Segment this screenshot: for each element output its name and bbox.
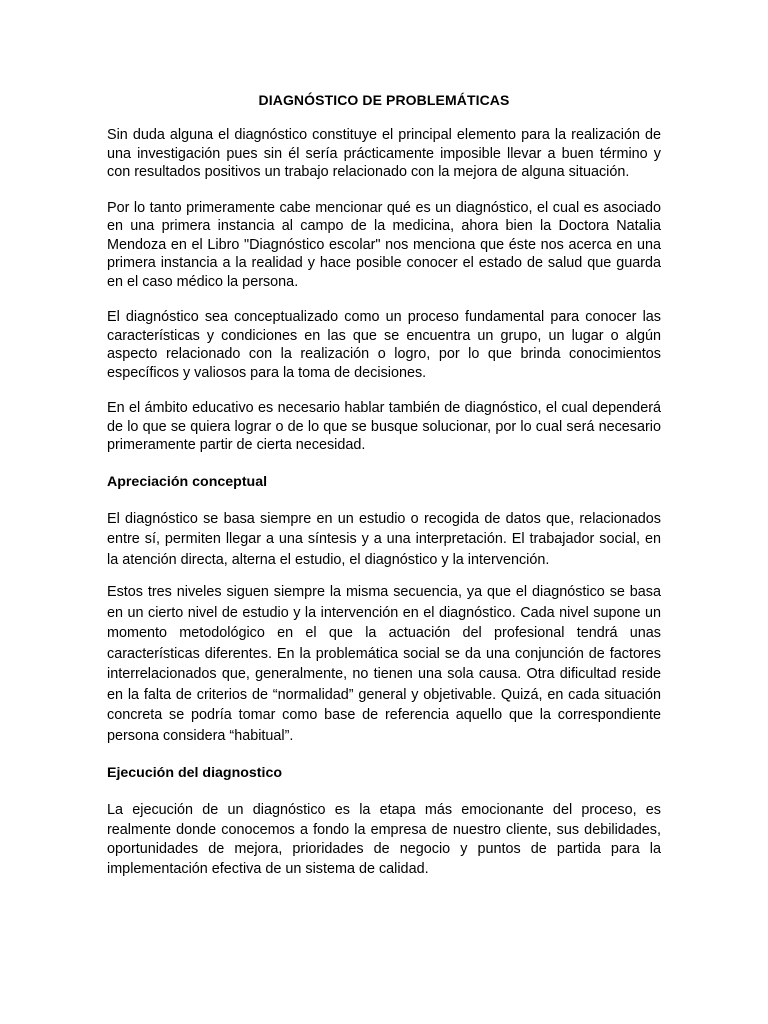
intro-paragraph-2: Por lo tanto primeramente cabe mencionar qué es un diagnóstico, el cual es asociado en una primera instancia al campo de la medicina, ahora bien la Doctora Natalia Mendoza en el Libro "Diagnóstico escolar" nos menciona que éste nos acerca en una primera instancia a la realidad y hace posible conocer el estado de salud que guarda en el caso médico la persona. [107, 199, 661, 290]
intro-paragraph-3: El diagnóstico sea conceptualizado como un proceso fundamental para conocer las características y condiciones en las que se encuentra un grupo, un lugar o algún aspecto relacionado con la realización o logro, por lo que brinda conocimientos específicos y valiosos para la toma de decisiones. [107, 309, 661, 381]
document-title: DIAGNÓSTICO DE PROBLEMÁTICAS [258, 92, 510, 108]
section-heading-apreciacion: Apreciación conceptual [107, 473, 268, 490]
intro-paragraph-4: En el ámbito educativo es necesario hablar también de diagnóstico, el cual dependerá de lo que se quiera lograr o de lo que se busque solucionar, por lo cual será necesario primeramente partir de cierta necesidad. [107, 400, 661, 453]
section1-paragraph-2: Estos tres niveles siguen siempre la misma secuencia, ya que el diagnóstico se basa en un cierto nivel de estudio y la intervención en el diagnóstico. Cada nivel supone un momento metodológico en el que la actuación del profesional tendrá unas características diferentes. En la problemática social se da una conjunción de factores interrelacionados que, generalmente, no tienen una sola causa. Otra dificultad reside en la falta de criterios de “normalidad” general y objetivable. Quizá, en cada situación concreta se podría tomar como base de referencia aquello que la correspondiente persona considera “habitual”. [107, 584, 661, 744]
intro-paragraph-1: Sin duda alguna el diagnóstico constituye el principal elemento para la realización de una investigación pues sin él sería prácticamente imposible llevar a buen término y con resultados positivos un trabajo relacionado con la mejora de alguna situación. [107, 127, 661, 180]
section1-paragraph-1: El diagnóstico se basa siempre en un estudio o recogida de datos que, relacionados entre sí, permiten llegar a una síntesis y a una interpretación. El trabajador social, en la atención directa, alterna el estudio, el diagnóstico y la intervención. [107, 510, 661, 568]
document-page [107, 90, 661, 879]
section2-paragraph-1: La ejecución de un diagnóstico es la etapa más emocionante del proceso, es realmente donde conocemos a fondo la empresa de nuestro cliente, sus debilidades, oportunidades de mejora, prioridades de negocio y puntos de partida para la implementación efectiva de un sistema de calidad. [107, 802, 661, 877]
section-heading-ejecucion: Ejecución del diagnostico [107, 765, 283, 781]
